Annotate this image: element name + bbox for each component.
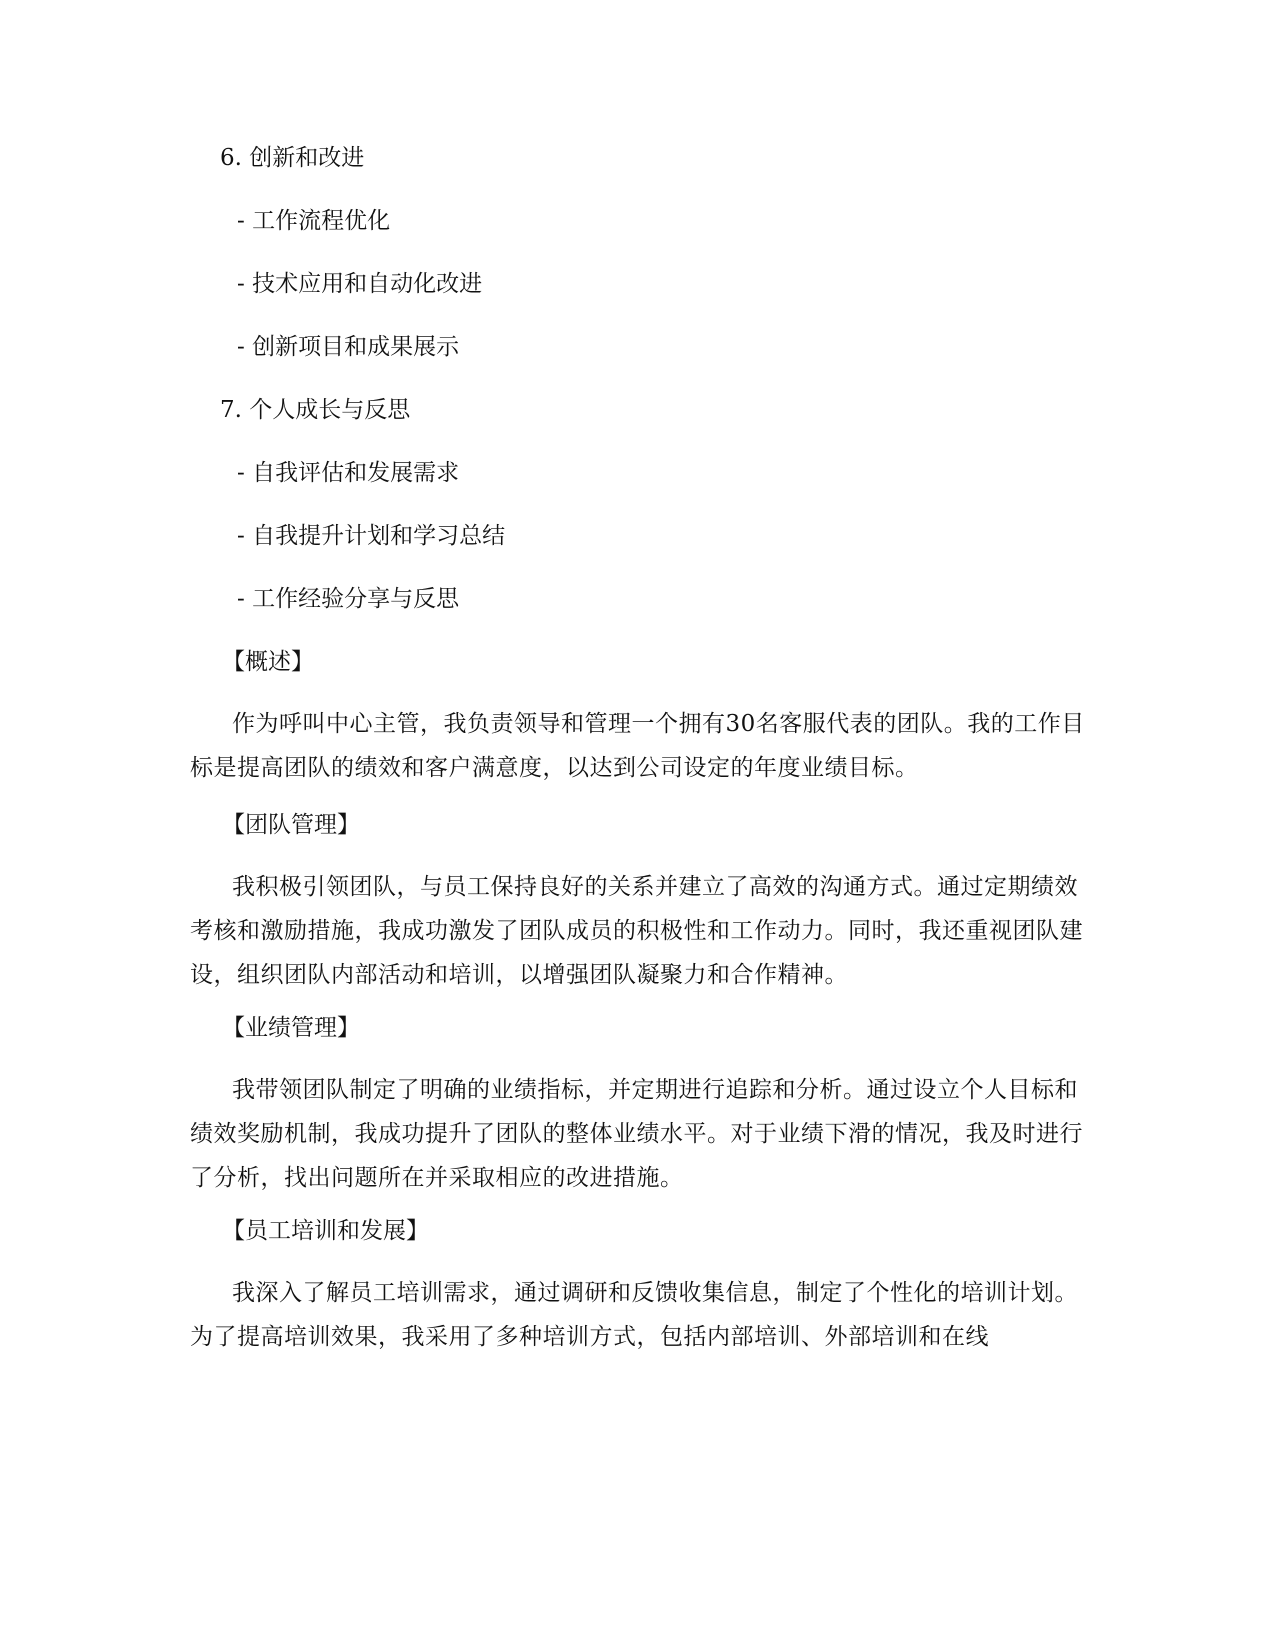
section-6-item-1: - 工作流程优化 [237, 208, 391, 234]
section-7-title: 7. 个人成长与反思 [220, 397, 411, 423]
overview-heading: 【概述】 [222, 649, 314, 675]
section-6-item-2: - 技术应用和自动化改进 [237, 271, 483, 297]
training-heading: 【员工培训和发展】 [222, 1218, 429, 1244]
section-6-item-3: - 创新项目和成果展示 [237, 334, 460, 360]
section-7-item-2: - 自我提升计划和学习总结 [237, 523, 506, 549]
section-7-item-3: - 工作经验分享与反思 [237, 586, 460, 612]
training-body: 我深入了解员工培训需求，通过调研和反馈收集信息，制定了个性化的培训计划。为了提高培训效果，我采用了多种培训方式，包括内部培训、外部培训和在线 [190, 1280, 1078, 1350]
section-6-title: 6. 创新和改进 [220, 145, 365, 171]
overview-body: 作为呼叫中心主管，我负责领导和管理一个拥有30名客服代表的团队。我的工作目标是提高团队的绩效和客户满意度，以达到公司设定的年度业绩目标。 [190, 711, 1085, 781]
team-body: 我积极引领团队，与员工保持良好的关系并建立了高效的沟通方式。通过定期绩效考核和激励措施，我成功激发了团队成员的积极性和工作动力。同时，我还重视团队建设，组织团队内部活动和培训，以增强团队凝聚力和合作精神。 [190, 874, 1083, 988]
team-heading: 【团队管理】 [222, 812, 360, 838]
section-7-item-1: - 自我评估和发展需求 [237, 460, 460, 486]
performance-heading: 【业绩管理】 [222, 1015, 360, 1041]
performance-body: 我带领团队制定了明确的业绩指标，并定期进行追踪和分析。通过设立个人目标和绩效奖励机制，我成功提升了团队的整体业绩水平。对于业绩下滑的情况，我及时进行了分析，找出问题所在并采取相应的改进措施。 [190, 1077, 1083, 1191]
